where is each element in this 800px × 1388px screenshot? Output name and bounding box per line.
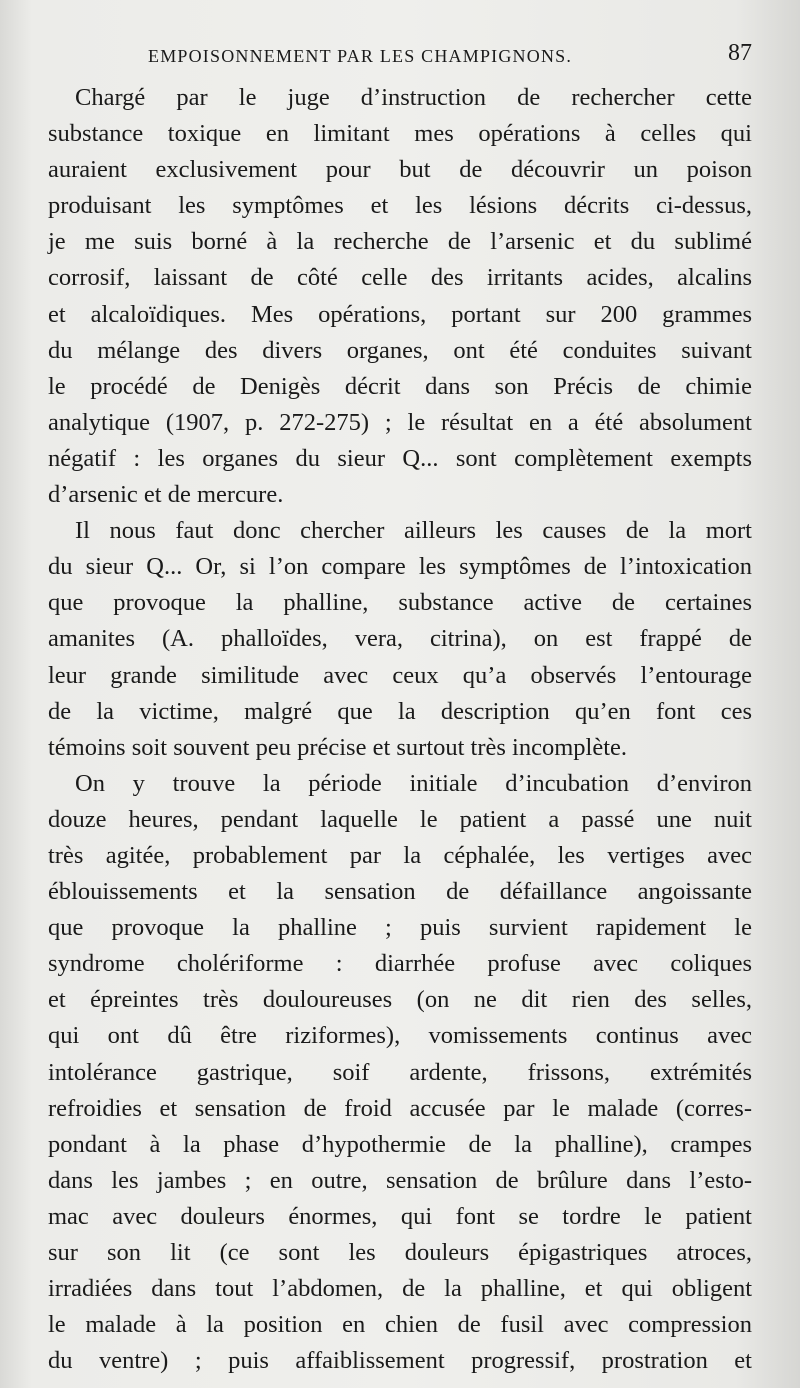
text-line: de la victime, malgré que la description qu’en font ces xyxy=(48,697,752,725)
text-line: produisant les symptômes et les lésions décrits ci-dessus, xyxy=(48,192,752,220)
text-line: substance toxique en limitant mes opérations à celles qui xyxy=(48,120,752,148)
text-line: mac avec douleurs énormes, qui font se tordre le patient xyxy=(48,1202,752,1230)
text-line: amanites (A. phalloïdes, vera, citrina), on est frappé de xyxy=(48,625,752,653)
paragraph xyxy=(48,766,752,1380)
text-line: le malade à la position en chien de fusil avec compression xyxy=(48,1311,752,1339)
text-line: témoins soit souvent peu précise et surtout très incomplète. xyxy=(48,733,628,761)
text-line: et alcaloïdiques. Mes opérations, portant sur 200 grammes xyxy=(48,300,752,328)
page-body xyxy=(48,80,752,1379)
text-line: sur son lit (ce sont les douleurs épigastriques atroces, xyxy=(48,1239,752,1266)
text-line: que provoque la phalline ; puis survient rapidement le xyxy=(48,914,752,942)
text-line: d’arsenic et de mercure. xyxy=(48,481,284,509)
text-line: syndrome cholériforme : diarrhée profuse avec coliques xyxy=(48,950,752,978)
paragraph xyxy=(48,513,752,766)
text-line: du mélange des divers organes, ont été conduites suivant xyxy=(48,336,752,364)
text-line: Il nous faut donc chercher ailleurs les causes de la mort xyxy=(75,517,752,545)
text-line: je me suis borné à la recherche de l’arsenic et du sublimé xyxy=(48,228,752,256)
text-line: irradiées dans tout l’abdomen, de la phalline, et qui obligent xyxy=(48,1275,752,1303)
text-line: intolérance gastrique, soif ardente, frissons, extrémités xyxy=(48,1058,752,1086)
text-line: analytique (1907, p. 272-275) ; le résultat en a été absolument xyxy=(48,408,752,436)
text-line: dans les jambes ; en outre, sensation de brûlure dans l’esto- xyxy=(48,1166,752,1194)
text-line: éblouissements et la sensation de défaillance angoissante xyxy=(48,878,752,906)
running-title: EMPOISONNEMENT PAR LES CHAMPIGNONS. xyxy=(148,46,573,66)
text-line: refroidies et sensation de froid accusée par le malade (corres- xyxy=(48,1094,752,1122)
page-header xyxy=(148,40,752,76)
text-line: leur grande similitude avec ceux qu’a observés l’entourage xyxy=(48,661,752,689)
text-line: douze heures, pendant laquelle le patient a passé une nuit xyxy=(48,805,752,833)
text-line: pondant à la phase d’hypothermie de la phalline), crampes xyxy=(48,1130,752,1158)
text-line: très agitée, probablement par la céphalée, les vertiges avec xyxy=(48,841,752,869)
text-line: Chargé par le juge d’instruction de rechercher cette xyxy=(75,84,752,111)
text-line: du ventre) ; puis affaiblissement progressif, prostration et xyxy=(48,1347,752,1375)
text-line: qui ont dû être riziformes), vomissements continus avec xyxy=(48,1022,752,1050)
text-line: et épreintes très douloureuses (on ne dit rien des selles, xyxy=(48,986,752,1014)
text-line: On y trouve la période initiale d’incubation d’environ xyxy=(75,769,752,797)
text-line: le procédé de Denigès décrit dans son Précis de chimie xyxy=(48,372,752,400)
text-line: auraient exclusivement pour but de découvrir un poison xyxy=(48,156,752,184)
text-line: corrosif, laissant de côté celle des irritants acides, alcalins xyxy=(48,264,752,292)
page-number: 87 xyxy=(728,40,752,66)
text-line: du sieur Q... Or, si l’on compare les symptômes de l’intoxication xyxy=(48,553,752,581)
text-line: négatif : les organes du sieur Q... sont complètement exempts xyxy=(48,444,752,472)
text-line: que provoque la phalline, substance active de certaines xyxy=(48,589,752,617)
paragraph xyxy=(48,80,752,513)
